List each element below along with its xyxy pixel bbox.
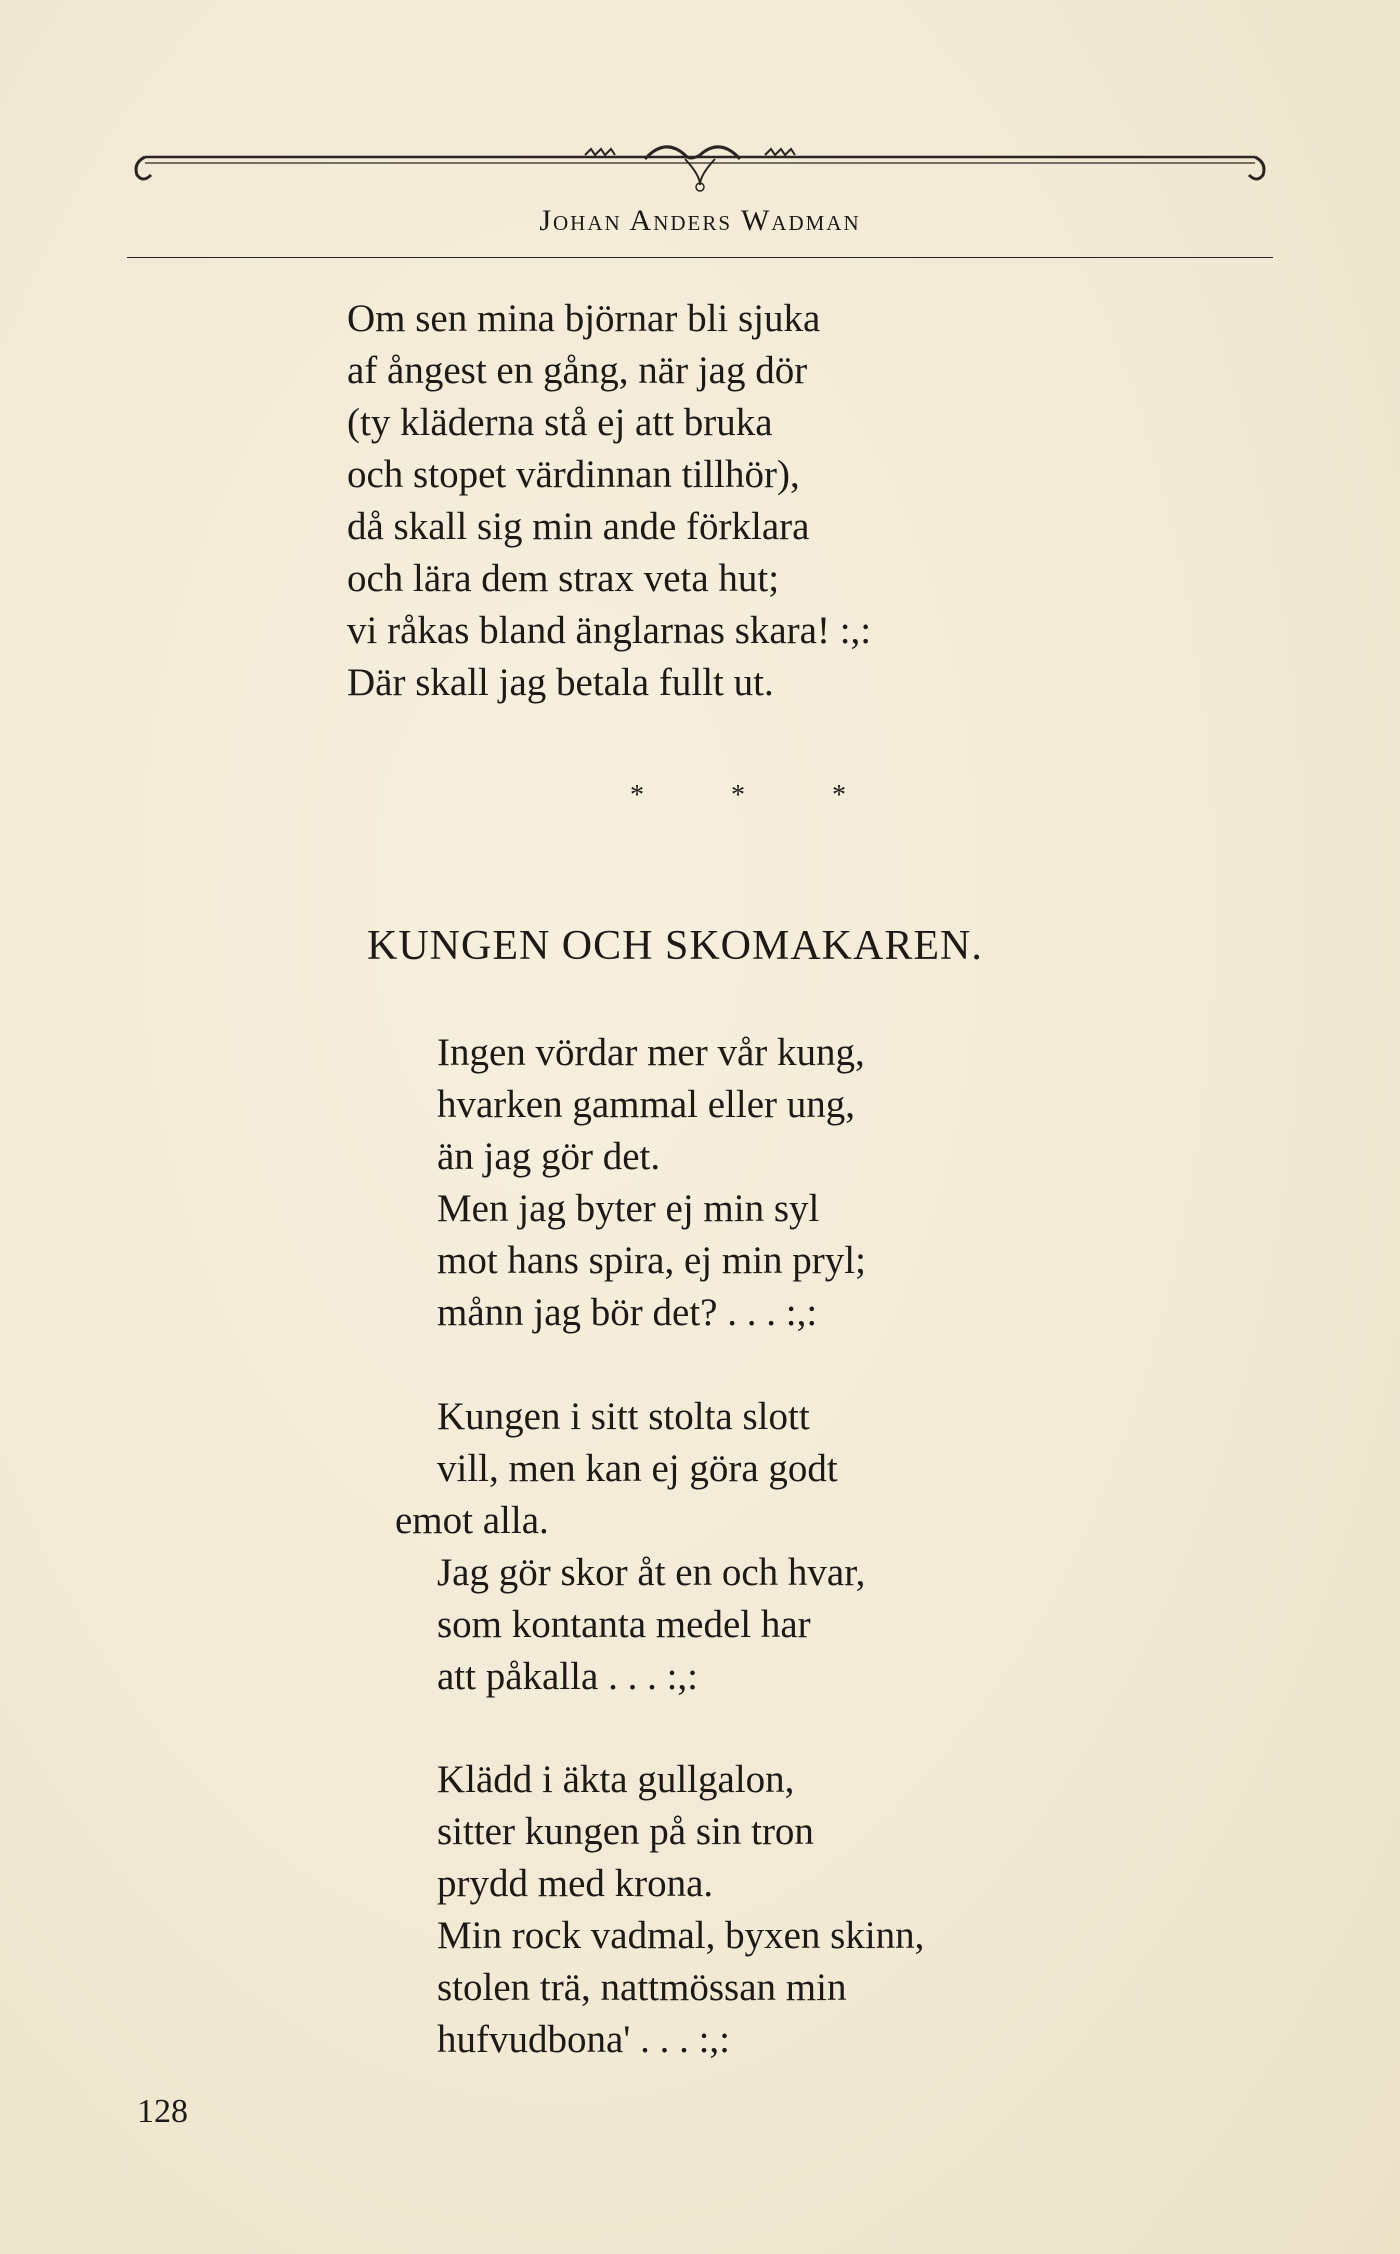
poem-line: af ångest en gång, när jag dör — [347, 349, 808, 392]
section-separator: * * * — [630, 780, 886, 811]
header-rule — [127, 257, 1273, 258]
header-ornament — [125, 135, 1275, 195]
poem-line: Om sen mina björnar bli sjuka — [347, 297, 821, 340]
poem-line: och stopet värdinnan tillhör), — [347, 453, 800, 496]
poem-line: Ingen vördar mer vår kung, — [437, 1031, 865, 1074]
page-number: 128 — [137, 2093, 188, 2130]
poem-title: KUNGEN OCH SKOMAKAREN. — [367, 923, 983, 969]
poem-line: Kungen i sitt stolta slott — [437, 1395, 810, 1438]
poem-line: Jag gör skor åt en och hvar, — [437, 1551, 866, 1594]
poem-line: att påkalla . . . :,: — [437, 1655, 699, 1698]
poem-line: än jag gör det. — [437, 1135, 661, 1178]
poem-line: hvarken gammal eller ung, — [437, 1083, 856, 1126]
running-head: Johan Anders Wadman — [539, 204, 861, 237]
poem-line: sitter kungen på sin tron — [437, 1810, 814, 1853]
poem-line: (ty kläderna stå ej att bruka — [347, 401, 773, 444]
poem-line: Där skall jag betala fullt ut. — [347, 661, 774, 704]
poem-line: Klädd i äkta gullgalon, — [437, 1758, 795, 1801]
poem-line: mot hans spira, ej min pryl; — [437, 1239, 866, 1282]
poem-line: stolen trä, nattmössan min — [437, 1966, 847, 2009]
poem-line: månn jag bör det? . . . :,: — [437, 1291, 818, 1334]
poem-line: emot alla. — [395, 1499, 549, 1542]
poem-line: Min rock vadmal, byxen skinn, — [437, 1914, 925, 1957]
poem-line: och lära dem strax veta hut; — [347, 557, 780, 600]
poem-line: vi råkas bland änglarnas skara! :,: — [347, 609, 872, 652]
poem-line: vill, men kan ej göra godt — [437, 1447, 838, 1490]
poem-line: som kontanta medel har — [437, 1603, 811, 1646]
poem-line: Men jag byter ej min syl — [437, 1187, 820, 1230]
poem-line: prydd med krona. — [437, 1862, 714, 1905]
poem-line: hufvudbona' . . . :,: — [437, 2018, 730, 2061]
poem-line: då skall sig min ande förklara — [347, 505, 810, 548]
